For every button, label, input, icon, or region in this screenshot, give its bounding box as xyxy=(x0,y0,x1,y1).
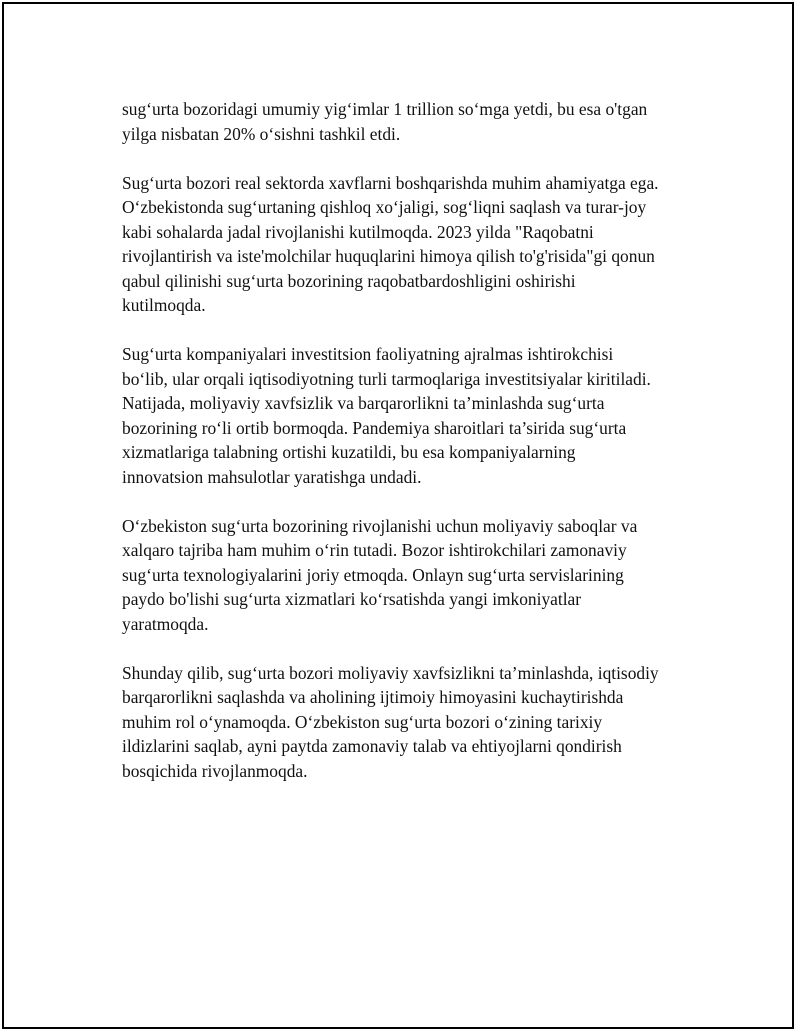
paragraph-line: O‘zbekiston sug‘urta bozorining rivojlanishi uchun moliyaviy saboqlar va xyxy=(122,515,638,536)
paragraph-line: muhim rol o‘ynamoqda. O‘zbekiston sug‘urta bozori o‘zining tarixiy xyxy=(122,711,603,732)
paragraph-1 xyxy=(122,97,722,146)
paragraph-line: innovatsion mahsulotlar yaratishga undadi. xyxy=(122,466,422,487)
paragraph-line: sug‘urta bozoridagi umumiy yig‘imlar 1 trillion so‘mga yetdi, bu esa o'tgan xyxy=(122,99,648,119)
paragraph-line: Sug‘urta kompaniyalari investitsion faoliyatning ajralmas ishtirokchisi xyxy=(122,344,614,364)
paragraph-line: xalqaro tajriba ham muhim o‘rin tutadi. Bozor ishtirokchilari zamonaviy xyxy=(122,540,627,560)
paragraph-line: rivojlantirish va iste'molchilar huquqlarini himoya qilish to'g'risida"gi qonun xyxy=(122,246,655,266)
paragraph-line: barqarorlikni saqlashda va aholining ijtimoiy himoyasini kuchaytirishda xyxy=(122,687,624,707)
paragraph-line: bozorining ro‘li ortib bormoqda. Pandemiya sharoitlari ta’sirida sug‘urta xyxy=(122,417,627,438)
paragraph-line: Shunday qilib, sug‘urta bozori moliyaviy xavfsizlikni ta’minlashda, iqtisodiy xyxy=(122,662,659,683)
paragraph-4 xyxy=(122,514,722,637)
document-body xyxy=(122,97,722,808)
paragraph-line: paydo bo'lishi sug‘urta xizmatlari ko‘rsatishda yangi imkoniyatlar xyxy=(122,589,582,609)
paragraph-3 xyxy=(122,342,722,489)
paragraph-2 xyxy=(122,171,722,318)
paragraph-line: kabi sohalarda jadal rivojlanishi kutilmoqda. 2023 yilda "Raqobatni xyxy=(122,221,594,242)
paragraph-line: Natijada, moliyaviy xavfsizlik va barqarorlikni ta’minlashda sug‘urta xyxy=(122,393,605,413)
paragraph-5 xyxy=(122,661,722,784)
paragraph-line: xizmatlariga talabning ortishi kuzatildi, bu esa kompaniyalarning xyxy=(122,442,576,462)
paragraph-line: Sug‘urta bozori real sektorda xavflarni boshqarishda muhim ahamiyatga ega. xyxy=(122,172,659,193)
paragraph-line: ildizlarini saqlab, ayni paytda zamonaviy talab va ehtiyojlarni qondirish xyxy=(122,736,622,756)
paragraph-line: yaratmoqda. xyxy=(122,613,209,634)
paragraph-line: qabul qilinishi sug‘urta bozorining raqobatbardoshligini oshirishi xyxy=(122,270,576,291)
paragraph-line: bo‘lib, ular orqali iqtisodiyotning turli tarmoqlariga investitsiyalar kiritiladi. xyxy=(122,368,651,389)
paragraph-line: bosqichida rivojlanmoqda. xyxy=(122,760,308,781)
paragraph-line: O‘zbekistonda sug‘urtaning qishloq xo‘jaligi, sog‘liqni saqlash va turar-joy xyxy=(122,197,647,217)
paragraph-line: kutilmoqda. xyxy=(122,295,206,315)
document-page xyxy=(2,2,794,1029)
paragraph-line: sug‘urta texnologiyalarini joriy etmoqda. Onlayn sug‘urta servislarining xyxy=(122,564,624,585)
paragraph-line: yilga nisbatan 20% o‘sishni tashkil etdi. xyxy=(122,123,401,144)
